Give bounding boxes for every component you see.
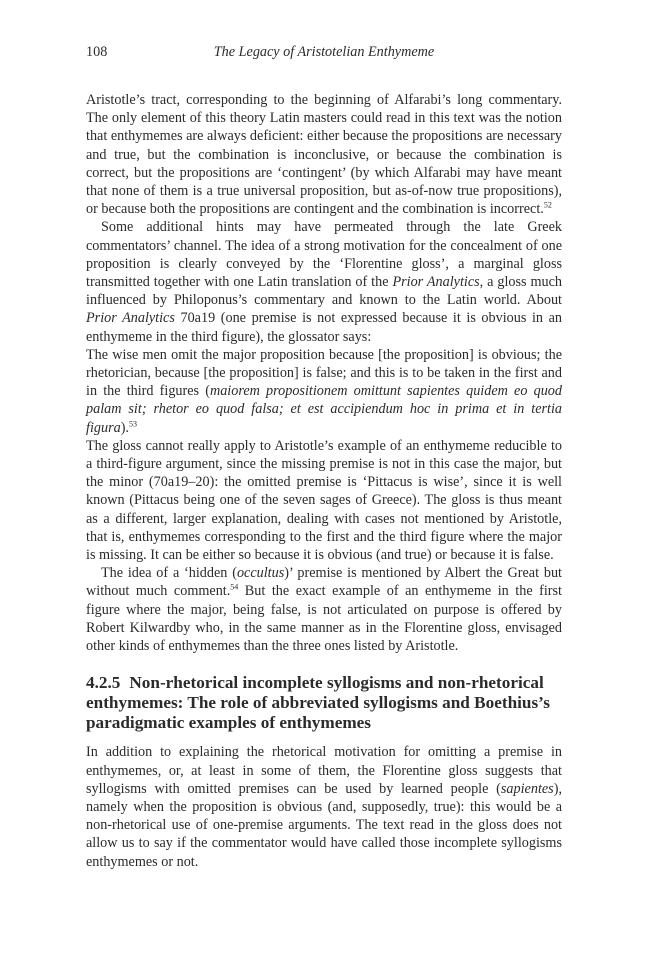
section-gap	[86, 655, 562, 673]
block-quote	[86, 346, 562, 437]
paragraph-4	[86, 564, 562, 655]
section-heading	[86, 673, 562, 733]
quote-text: ).	[120, 419, 129, 436]
footnote-ref: 52	[543, 200, 552, 210]
book-title: Prior Analytics	[86, 310, 175, 327]
paragraph-text: Aristotle’s tract, corresponding to the beginning of Alfarabi’s long commentary. The only element of this theory Latin masters could read in this text was the notion that enthymemes are always deficient: either because the propositions are necessary and true, but the combination is inconclusive, or because the combination is correct, but the propositions are ‘contingent’ (by which Alfarabi may have meant that none of them is a true universal proposition, but as-of-now true propositions), or because both the propositions are contingent and the combination is incorrect.	[86, 92, 562, 218]
section-title: Non-rhetorical incomplete syllogisms and non-rhetorical enthymemes: The role of abbreviated syllogisms and Boethius’s paradigmatic examples of enthymemes	[86, 673, 550, 733]
body-text	[86, 91, 562, 871]
running-head	[86, 44, 562, 64]
latin-quotation: maiorem propositionem omittunt sapientes quidem eo quod palam sit; rhetor eo quod falsa; et est accipiendum hoc in prima et in tertia figura	[86, 383, 562, 436]
quote-text: The wise men omit the major proposition because [the proposition] is obvious; the rhetorician, because [the proposition] is false; and this is to be taken in the first and in the third figures (	[86, 346, 562, 400]
paragraph-1	[86, 91, 562, 218]
paragraph-text: ), namely when the proposition is obvious (and, supposedly, true): this would be a non-rhetorical use of one-premise arguments. The text read in the gloss does not allow us to say if the commentator would have called those incomplete syllogisms enthymemes or not.	[86, 780, 562, 870]
section-number: 4.2.5	[86, 673, 121, 693]
paragraph-text: , a gloss much influenced by Philoponus’s commentary and known to the Latin world. About	[86, 274, 562, 309]
paragraph-2	[86, 218, 562, 345]
paragraph-text: Some additional hints may have permeated through the late Greek commentators’ channel. The idea of a strong motivation for the concealment of one proposition is clearly conveyed by the ‘Florentine gloss’, a marginal gloss transmitted together with one Latin translation of the	[86, 219, 562, 291]
page-number: 108	[86, 44, 108, 60]
paragraph-text: )’ premise is mentioned by Albert the Great but without much comment.	[86, 565, 562, 600]
paragraph-text: But the exact example of an enthymeme in the first figure where the major, being false, is not articulated on purpose is offered by Robert Kilwardby who, in the same manner as in the Florentine gloss, envisaged other kinds of enthymemes than the three ones listed by Aristotle.	[86, 583, 562, 655]
footnote-ref: 54	[230, 582, 239, 592]
paragraph-text: In addition to explaining the rhetorical motivation for omitting a premise in enthymemes, or, at least in some of them, the Florentine gloss suggests that syllogisms with omitted premises can be used by learned people (	[86, 744, 562, 797]
paragraph-text: 70a19 (one premise is not expressed because it is obvious in an enthymeme in the third figure), the glossator says:	[86, 310, 562, 345]
footnote-ref: 53	[128, 418, 137, 428]
running-title: The Legacy of Aristotelian Enthymeme	[213, 44, 435, 60]
paragraph-text: The idea of a ‘hidden (	[101, 565, 237, 582]
paragraph-text: The gloss cannot really apply to Aristotle’s example of an enthymeme reducible to a third-figure argument, since the missing premise is not in this case the major, but the minor (70a19–20): the omitted premise is ‘Pittacus is wise’, since it is well known (Pittacus being one of the seven sages of Greece). The gloss is thus meant as a different, larger explanation, dealing with cases not mentioned by Aristotle, that is, enthymemes corresponding to the first and the third figure where the major is missing. It can be either so because it is obvious (and true) or because it is false.	[86, 437, 562, 564]
paragraph-3	[86, 437, 562, 564]
latin-term: occultus	[236, 565, 285, 582]
book-title: Prior Analytics	[392, 274, 480, 291]
paragraph-5	[86, 743, 562, 870]
latin-term: sapientes	[500, 780, 554, 797]
